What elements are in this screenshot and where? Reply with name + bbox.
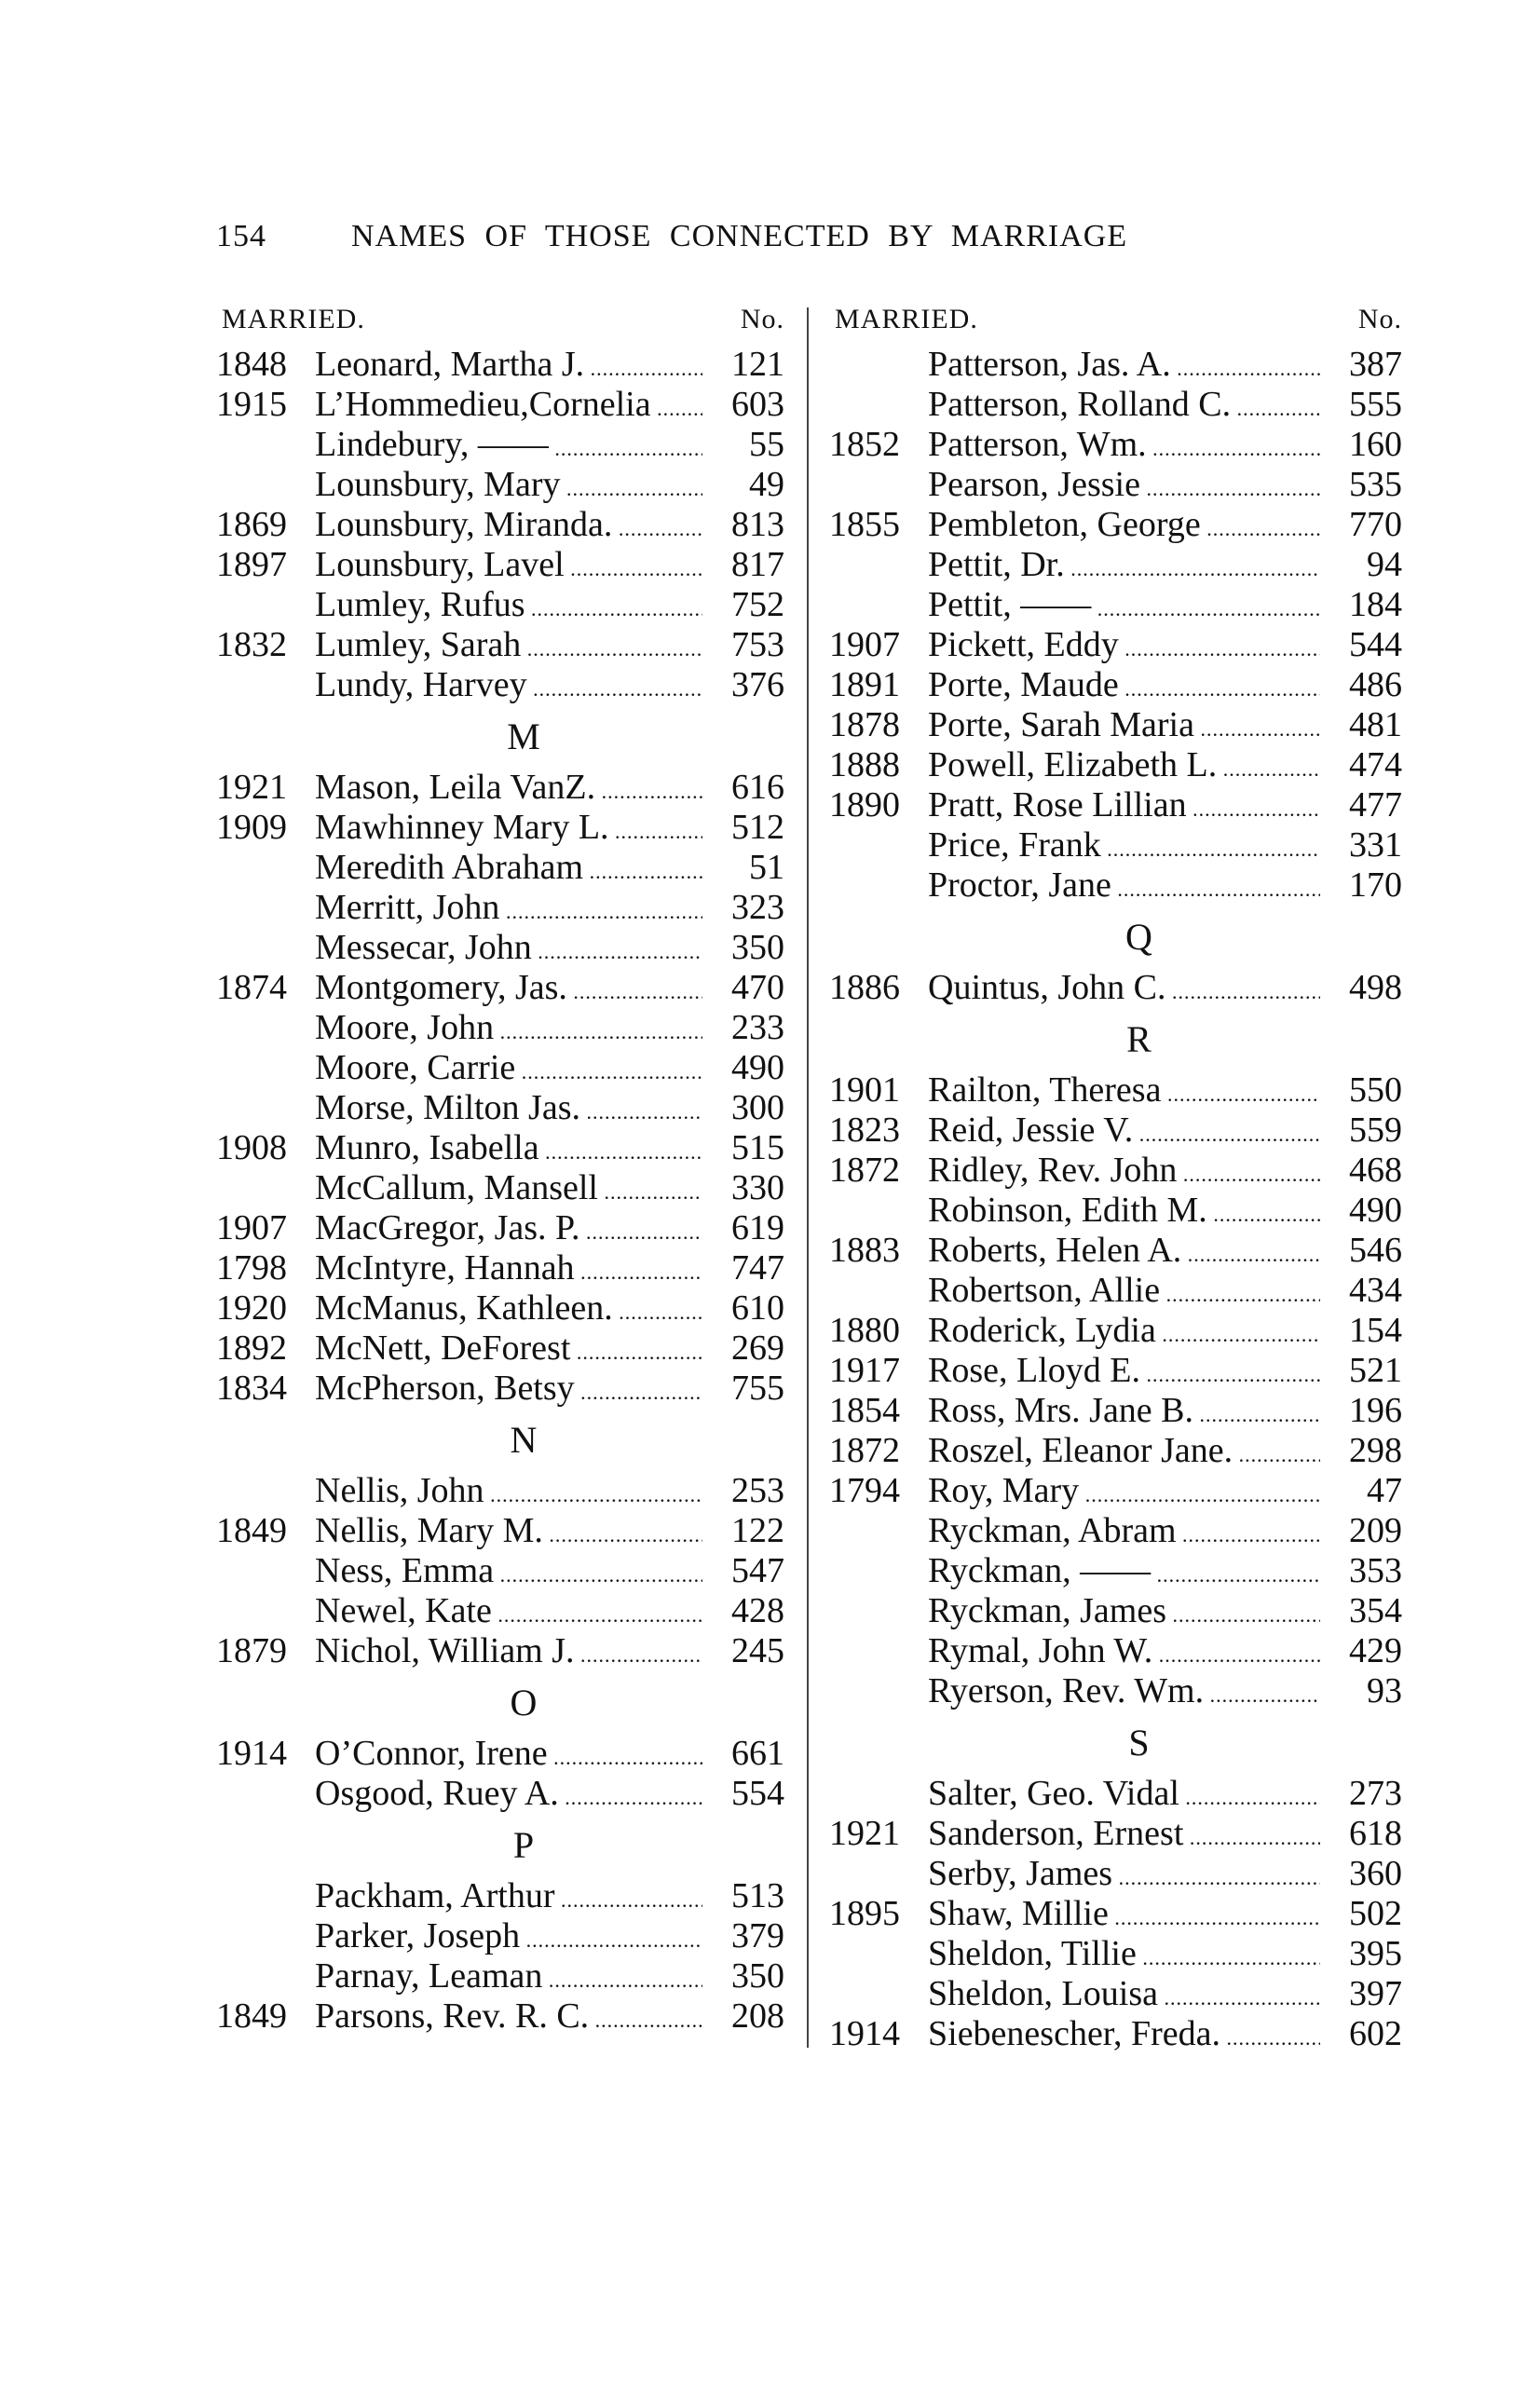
entry-number: 233 [705, 1008, 784, 1048]
entry-row [216, 425, 784, 465]
person-name: MacGregor, Jas. P. ..... [315, 1208, 702, 1252]
person-name: Rymal, John W. ..... [928, 1631, 1320, 1675]
person-name: Ross, Mrs. Jane B. ..... [928, 1391, 1320, 1435]
entry-row [829, 1471, 1402, 1511]
marriage-year: 1849 [216, 1511, 287, 1550]
entry-number: 360 [1323, 1854, 1402, 1894]
entry-number: 512 [705, 808, 784, 848]
entry-row [216, 888, 784, 928]
person-name: Moore, John ..... [315, 1008, 702, 1052]
person-name: Parsons, Rev. R. C. ..... [315, 1996, 702, 2040]
entry-row [829, 1511, 1402, 1551]
entry-row [829, 1591, 1402, 1631]
entry-list [216, 345, 784, 2037]
entry-number: 269 [705, 1328, 784, 1369]
person-name: Porte, Maude ..... [928, 665, 1320, 709]
entry-row [829, 1631, 1402, 1671]
marriage-year: 1879 [216, 1631, 287, 1670]
entry-row [216, 808, 784, 848]
entry-number: 486 [1323, 665, 1402, 705]
marriage-year: 1886 [829, 968, 900, 1007]
marriage-year: 1794 [829, 1471, 900, 1510]
married-heading: MARRIED. [222, 304, 365, 334]
person-name: Robinson, Edith M. ..... [928, 1191, 1320, 1234]
marriage-year: 1883 [829, 1231, 900, 1270]
person-name: Parnay, Leaman ..... [315, 1956, 702, 2000]
entry-number: 521 [1323, 1351, 1402, 1391]
person-name: Ryckman, James ..... [928, 1591, 1320, 1635]
entry-number: 813 [705, 505, 784, 545]
person-name: Osgood, Ruey A. ..... [315, 1774, 702, 1818]
marriage-year: 1915 [216, 385, 287, 424]
entry-row [829, 705, 1402, 745]
entry-row [829, 425, 1402, 465]
entry-number: 170 [1323, 865, 1402, 906]
number-heading: No. [740, 304, 784, 334]
entry-number: 350 [705, 1956, 784, 1996]
entry-row [829, 1814, 1402, 1854]
person-name: Lindebury, —— ..... [315, 425, 702, 469]
entry-number: 55 [705, 425, 784, 465]
person-name: Roy, Mary ..... [928, 1471, 1320, 1515]
entry-row [216, 1631, 784, 1671]
entry-row [216, 1471, 784, 1511]
entry-row [829, 865, 1402, 906]
marriage-year: 1907 [829, 625, 900, 664]
person-name: Railton, Theresa ..... [928, 1070, 1320, 1114]
person-name: McNett, DeForest ..... [315, 1328, 702, 1372]
entry-number: 602 [1323, 2014, 1402, 2054]
entry-row [829, 1151, 1402, 1191]
person-name: Lumley, Sarah ..... [315, 625, 702, 669]
entry-number: 323 [705, 888, 784, 928]
marriage-year: 1890 [829, 785, 900, 824]
entry-row [829, 665, 1402, 705]
marriage-year: 1874 [216, 968, 287, 1007]
person-name: Sheldon, Louisa ..... [928, 1974, 1320, 2018]
entry-row [829, 968, 1402, 1008]
marriage-year: 1907 [216, 1208, 287, 1247]
entry-row [216, 768, 784, 808]
entry-number: 515 [705, 1128, 784, 1168]
entry-row [216, 665, 784, 705]
marriage-year: 1891 [829, 665, 900, 704]
entry-number: 481 [1323, 705, 1402, 745]
entry-number: 51 [705, 848, 784, 888]
page-number: 154 [216, 219, 266, 253]
entry-row [216, 1328, 784, 1369]
entry-number: 546 [1323, 1231, 1402, 1271]
entry-row [216, 1369, 784, 1409]
person-name: Mason, Leila VanZ. ..... [315, 768, 702, 811]
column-header [829, 298, 1402, 345]
entry-row [829, 785, 1402, 825]
entry-number: 397 [1323, 1974, 1402, 2014]
entry-row [216, 385, 784, 425]
number-heading: No. [1357, 304, 1402, 334]
entry-number: 93 [1323, 1671, 1402, 1711]
person-name: Sheldon, Tillie ..... [928, 1934, 1320, 1978]
person-name: Merritt, John ..... [315, 888, 702, 932]
person-name: Serby, James ..... [928, 1854, 1320, 1898]
person-name: Ryckman, Abram ..... [928, 1511, 1320, 1555]
person-name: L’Hommedieu,Cornelia ..... [315, 385, 702, 429]
person-name: Morse, Milton Jas. ..... [315, 1088, 702, 1132]
entry-number: 245 [705, 1631, 784, 1671]
person-name: Meredith Abraham ..... [315, 848, 702, 892]
person-name: McIntyre, Hannah ..... [315, 1248, 702, 1292]
person-name: Proctor, Jane ..... [928, 865, 1320, 909]
person-name: Packham, Arthur ..... [315, 1876, 702, 1920]
person-name: Pratt, Rose Lillian ..... [928, 785, 1320, 829]
marriage-year: 1798 [216, 1248, 287, 1288]
entry-row [216, 465, 784, 505]
entry-number: 196 [1323, 1391, 1402, 1431]
person-name: Price, Frank ..... [928, 825, 1320, 869]
person-name: Patterson, Wm. ..... [928, 425, 1320, 469]
entry-number: 550 [1323, 1070, 1402, 1110]
entry-row [829, 1671, 1402, 1711]
person-name: Porte, Sarah Maria ..... [928, 705, 1320, 749]
entry-number: 154 [1323, 1311, 1402, 1351]
entry-row [216, 1048, 784, 1088]
entry-number: 354 [1323, 1591, 1402, 1631]
left-column [216, 298, 784, 2037]
entry-row [829, 1191, 1402, 1231]
person-name: Parker, Joseph ..... [315, 1916, 702, 1960]
entry-row [829, 1110, 1402, 1151]
entry-number: 376 [705, 665, 784, 705]
entry-row [829, 1854, 1402, 1894]
marriage-year: 1920 [216, 1288, 287, 1328]
entry-number: 121 [705, 345, 784, 385]
person-name: Montgomery, Jas. ..... [315, 968, 702, 1012]
entry-row [829, 1551, 1402, 1591]
person-name: Lundy, Harvey ..... [315, 665, 702, 709]
entry-row [829, 1974, 1402, 2014]
entry-number: 470 [705, 968, 784, 1008]
entry-number: 770 [1323, 505, 1402, 545]
entry-number: 554 [705, 1774, 784, 1814]
entry-number: 619 [705, 1208, 784, 1248]
person-name: Ryckman, —— ..... [928, 1551, 1320, 1595]
section-letter: R [1126, 1018, 1152, 1060]
person-name: Moore, Carrie ..... [315, 1048, 702, 1092]
marriage-year: 1892 [216, 1328, 287, 1368]
entry-row [216, 1128, 784, 1168]
marriage-year: 1855 [829, 505, 900, 544]
entry-number: 535 [1323, 465, 1402, 505]
person-name: Munro, Isabella ..... [315, 1128, 702, 1172]
person-name: Roderick, Lydia ..... [928, 1311, 1320, 1355]
entry-number: 616 [705, 768, 784, 808]
entry-row [829, 385, 1402, 425]
marriage-year: 1823 [829, 1110, 900, 1150]
entry-number: 547 [705, 1551, 784, 1591]
entry-row [829, 1070, 1402, 1110]
marriage-year: 1909 [216, 808, 287, 847]
person-name: Powell, Elizabeth L. ..... [928, 745, 1320, 789]
person-name: Quintus, John C. ..... [928, 968, 1320, 1012]
entry-row [216, 1996, 784, 2037]
entry-number: 468 [1323, 1151, 1402, 1191]
entry-row [829, 465, 1402, 505]
marriage-year: 1832 [216, 625, 287, 664]
entry-number: 331 [1323, 825, 1402, 865]
person-name: Lounsbury, Mary ..... [315, 465, 702, 509]
entry-number: 490 [1323, 1191, 1402, 1231]
marriage-year: 1901 [829, 1070, 900, 1110]
person-name: Leonard, Martha J. ..... [315, 345, 702, 388]
entry-number: 379 [705, 1916, 784, 1956]
marriage-year: 1872 [829, 1431, 900, 1470]
marriage-year: 1914 [216, 1734, 287, 1773]
person-name: Roberts, Helen A. ..... [928, 1231, 1320, 1274]
married-heading: MARRIED. [835, 304, 978, 334]
person-name: Patterson, Rolland C. ..... [928, 385, 1320, 429]
person-name: Lounsbury, Miranda. ..... [315, 505, 702, 549]
entry-row [216, 545, 784, 585]
entry-number: 747 [705, 1248, 784, 1288]
marriage-year: 1880 [829, 1311, 900, 1350]
entry-row [216, 1956, 784, 1996]
entry-row [216, 1591, 784, 1631]
marriage-year: 1914 [829, 2014, 900, 2053]
entry-row [829, 825, 1402, 865]
person-name: Salter, Geo. Vidal ..... [928, 1774, 1320, 1818]
entry-number: 559 [1323, 1110, 1402, 1151]
entry-row [829, 1391, 1402, 1431]
entry-number: 387 [1323, 345, 1402, 385]
entry-row [216, 625, 784, 665]
entry-number: 298 [1323, 1431, 1402, 1471]
marriage-year: 1921 [829, 1814, 900, 1853]
page-header [216, 219, 1288, 266]
entry-row [829, 1431, 1402, 1471]
marriage-year: 1897 [216, 545, 287, 584]
person-name: Nellis, Mary M. ..... [315, 1511, 702, 1555]
entry-row [216, 1168, 784, 1208]
entry-number: 490 [705, 1048, 784, 1088]
marriage-year: 1849 [216, 1996, 287, 2036]
person-name: Nellis, John ..... [315, 1471, 702, 1515]
entry-row [216, 1876, 784, 1916]
person-name: Pettit, —— ..... [928, 585, 1320, 629]
marriage-year: 1888 [829, 745, 900, 784]
person-name: McCallum, Mansell ..... [315, 1168, 702, 1212]
entry-number: 94 [1323, 545, 1402, 585]
entry-number: 498 [1323, 968, 1402, 1008]
entry-number: 555 [1323, 385, 1402, 425]
person-name: Lumley, Rufus ..... [315, 585, 702, 629]
entry-row [216, 1088, 784, 1128]
entry-number: 661 [705, 1734, 784, 1774]
person-name: Nichol, William J. ..... [315, 1631, 702, 1675]
entry-number: 752 [705, 585, 784, 625]
entry-number: 502 [1323, 1894, 1402, 1934]
entry-row [216, 1008, 784, 1048]
entry-number: 395 [1323, 1934, 1402, 1974]
entry-row [216, 505, 784, 545]
entry-row [829, 1311, 1402, 1351]
entry-number: 544 [1323, 625, 1402, 665]
entry-number: 755 [705, 1369, 784, 1409]
entry-number: 253 [705, 1471, 784, 1511]
person-name: Pearson, Jessie ..... [928, 465, 1320, 509]
right-column [829, 298, 1402, 2054]
entry-row [216, 1551, 784, 1591]
person-name: Pembleton, George ..... [928, 505, 1320, 549]
entry-row [829, 585, 1402, 625]
entry-row [829, 505, 1402, 545]
person-name: Patterson, Jas. A. ..... [928, 345, 1320, 388]
person-name: Robertson, Allie ..... [928, 1271, 1320, 1315]
marriage-year: 1895 [829, 1894, 900, 1933]
entry-row [829, 345, 1402, 385]
marriage-year: 1834 [216, 1369, 287, 1408]
marriage-year: 1917 [829, 1351, 900, 1390]
entry-number: 603 [705, 385, 784, 425]
marriage-year: 1869 [216, 505, 287, 544]
person-name: O’Connor, Irene ..... [315, 1734, 702, 1778]
entry-row [829, 625, 1402, 665]
marriage-year: 1854 [829, 1391, 900, 1430]
person-name: Ryerson, Rev. Wm. ..... [928, 1671, 1320, 1715]
entry-row [216, 1916, 784, 1956]
entry-row [216, 1208, 784, 1248]
person-name: Mawhinney Mary L. ..... [315, 808, 702, 852]
person-name: Lounsbury, Lavel ..... [315, 545, 702, 589]
entry-number: 817 [705, 545, 784, 585]
person-name: Shaw, Millie ..... [928, 1894, 1320, 1938]
running-title: NAMES OF THOSE CONNECTED BY MARRIAGE [351, 219, 1128, 253]
entry-number: 49 [705, 465, 784, 505]
person-name: Pickett, Eddy ..... [928, 625, 1320, 669]
entry-number: 753 [705, 625, 784, 665]
entry-list [829, 345, 1402, 2054]
marriage-year: 1852 [829, 425, 900, 464]
entry-number: 300 [705, 1088, 784, 1128]
person-name: Messecar, John ..... [315, 928, 702, 972]
marriage-year: 1848 [216, 345, 287, 384]
person-name: Reid, Jessie V. ..... [928, 1110, 1320, 1154]
entry-row [829, 545, 1402, 585]
entry-number: 477 [1323, 785, 1402, 825]
section-letter: N [510, 1419, 538, 1461]
person-name: Rose, Lloyd E. ..... [928, 1351, 1320, 1395]
section-letter: M [507, 715, 540, 757]
entry-number: 350 [705, 928, 784, 968]
marriage-year: 1872 [829, 1151, 900, 1190]
entry-row [829, 2014, 1402, 2054]
entry-row [216, 585, 784, 625]
entry-number: 160 [1323, 425, 1402, 465]
person-name: Roszel, Eleanor Jane. ..... [928, 1431, 1320, 1475]
section-letter: Q [1125, 916, 1152, 958]
person-name: Pettit, Dr. ..... [928, 545, 1320, 589]
column-divider [807, 307, 809, 2048]
entry-row [829, 1231, 1402, 1271]
entry-number: 428 [705, 1591, 784, 1631]
entry-number: 429 [1323, 1631, 1402, 1671]
person-name: Siebenescher, Freda. ..... [928, 2014, 1320, 2058]
entry-row [829, 1271, 1402, 1311]
entry-number: 208 [705, 1996, 784, 2037]
person-name: Ridley, Rev. John ..... [928, 1151, 1320, 1194]
entry-row [829, 1351, 1402, 1391]
entry-number: 273 [1323, 1774, 1402, 1814]
entry-row [216, 928, 784, 968]
entry-row [829, 1774, 1402, 1814]
entry-row [216, 968, 784, 1008]
section-letter: P [512, 1824, 535, 1866]
person-name: Newel, Kate ..... [315, 1591, 702, 1635]
entry-number: 474 [1323, 745, 1402, 785]
column-header [216, 298, 784, 345]
section-letter: O [510, 1682, 538, 1724]
person-name: McPherson, Betsy ..... [315, 1369, 702, 1412]
entry-number: 353 [1323, 1551, 1402, 1591]
entry-row [829, 745, 1402, 785]
person-name: Sanderson, Ernest ..... [928, 1814, 1320, 1858]
section-letter: S [1128, 1722, 1150, 1764]
person-name: McManus, Kathleen. ..... [315, 1288, 702, 1332]
entry-number: 513 [705, 1876, 784, 1916]
entry-number: 434 [1323, 1271, 1402, 1311]
entry-row [216, 1248, 784, 1288]
marriage-year: 1908 [216, 1128, 287, 1167]
entry-row [216, 345, 784, 385]
entry-number: 47 [1323, 1471, 1402, 1511]
entry-row [216, 1288, 784, 1328]
entry-number: 209 [1323, 1511, 1402, 1551]
marriage-year: 1921 [216, 768, 287, 807]
entry-number: 330 [705, 1168, 784, 1208]
person-name: Ness, Emma ..... [315, 1551, 702, 1595]
entry-row [829, 1894, 1402, 1934]
entry-row [216, 1511, 784, 1551]
entry-row [829, 1934, 1402, 1974]
entry-number: 184 [1323, 585, 1402, 625]
entry-number: 618 [1323, 1814, 1402, 1854]
entry-number: 122 [705, 1511, 784, 1551]
entry-row [216, 1734, 784, 1774]
marriage-year: 1878 [829, 705, 900, 744]
entry-row [216, 848, 784, 888]
entry-number: 610 [705, 1288, 784, 1328]
entry-row [216, 1774, 784, 1814]
